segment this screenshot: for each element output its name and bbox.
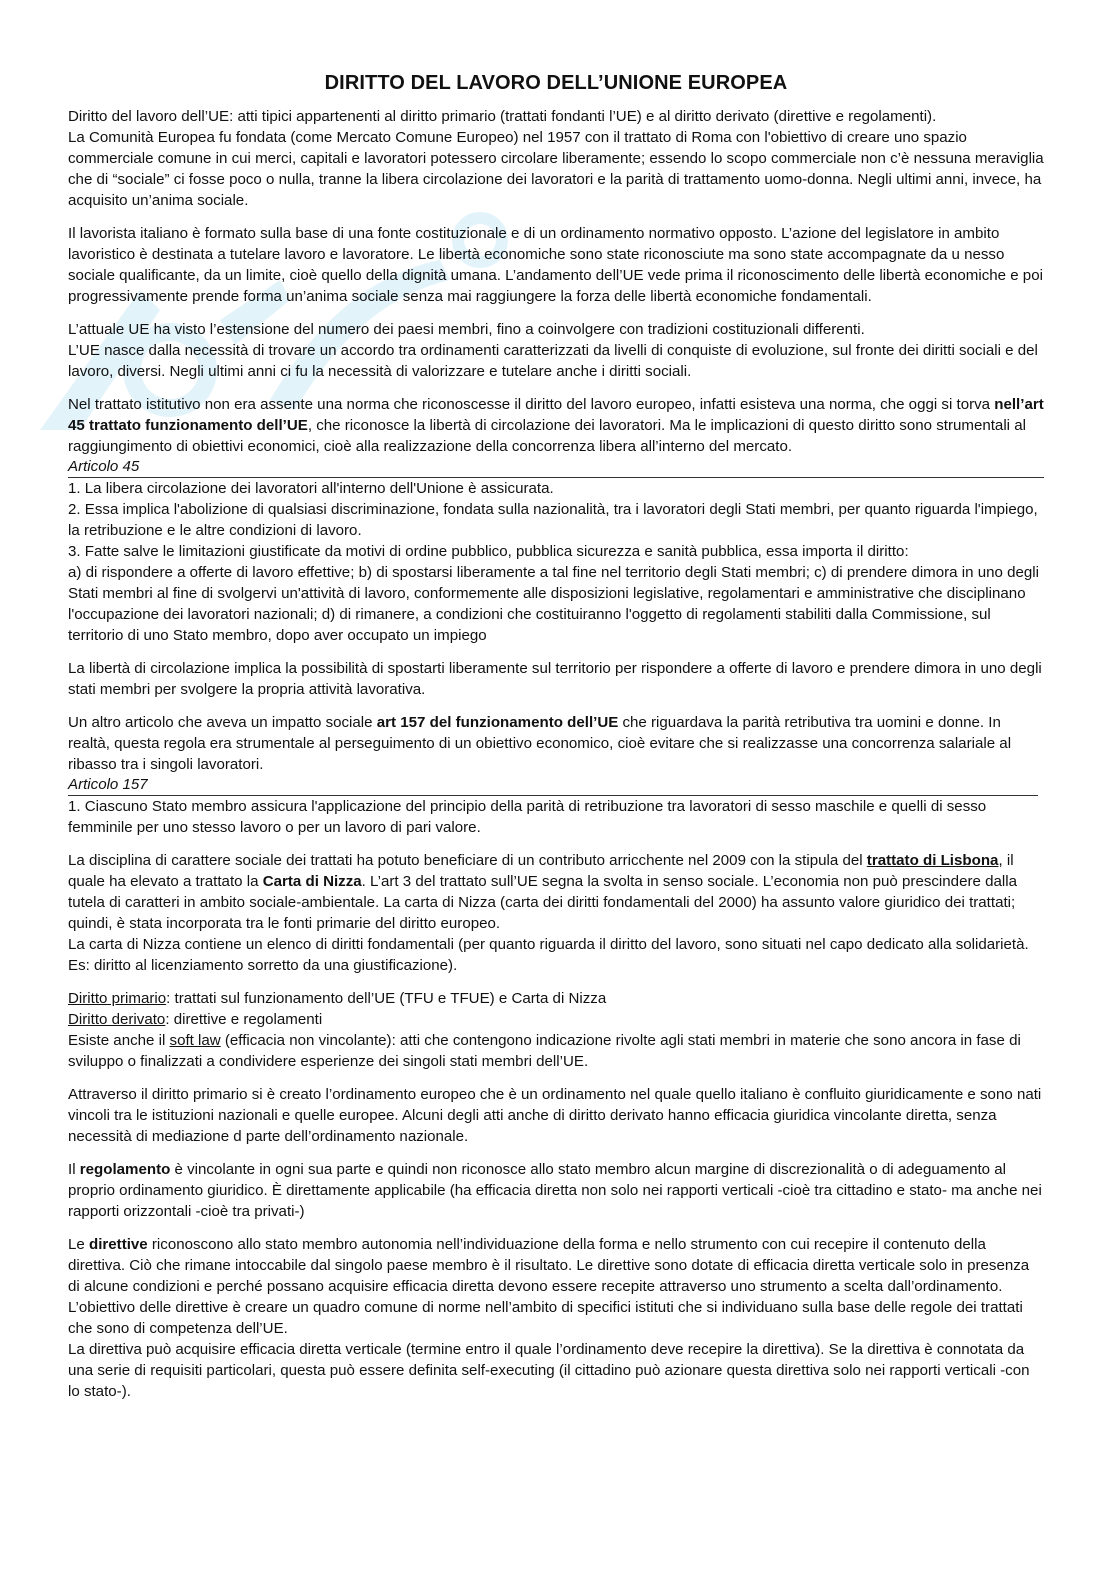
- article-45-item-2: 2. Essa implica l'abolizione di qualsiasi discriminazione, fondata sulla nazionalità, tra i lavoratori degli Stati membri, per quanto riguarda l'impiego, la retribuzione e le altre condizioni di lavoro.: [68, 501, 1038, 539]
- paragraph-7d: La carta di Nizza contiene un elenco di diritti fondamentali (per quanto riguarda il diritto del lavoro, sono situati nel capo dedicato alla solidarietà. Es: diritto al licenziamento sorretto da una giustificazione).: [68, 936, 1029, 974]
- article-45-item-4: a) di rispondere a offerte di lavoro effettive; b) di spostarsi liberamente a tal fine nel territorio degli Stati membri; c) di prendere dimora in uno degli Stati membri al fine di svolgervi un'attività di lavoro, conformemente alle disposizioni legislative, regolamentari e amministrative che disciplinano l'occupazione dei lavoratori nazionali; d) di rimanere, a condizioni che costituiranno l'oggetto di regolamenti stabiliti dalla Commissione, sul territorio di uno Stato membro, dopo aver occupato un impiego: [68, 564, 1039, 644]
- paragraph-5: La libertà di circolazione implica la possibilità di spostarti liberamente sul territorio per rispondere a offerte di lavoro e prendere dimora in uno degli stati membri per svolgere la propria attività lavorativa.: [68, 660, 1042, 698]
- diritto-primario-line: Diritto primario: trattati sul funzionamento dell’UE (TFU e TFUE) e Carta di Nizza: [68, 990, 607, 1007]
- paragraph-9: Attraverso il diritto primario si è creato l’ordinamento europeo che è un ordinamento nel quale quello italiano è confluito giuridicamente e sono nati vincoli tra le istituzioni nazionali e quelle europee. Alcuni degli atti anche di diritto derivato hanno efficacia giuridica vincolante diretta, senza necessità di mediazione d parte dell’ordinamento nazionale.: [68, 1086, 1042, 1145]
- article-157-heading: Articolo 157: [68, 775, 1038, 796]
- paragraph-11c: La direttiva può acquisire efficacia diretta verticale (termine entro il quale l’ordinamento deve recepire la direttiva). Se la direttiva è connotata da una serie di requisiti particolari, questa può essere definita self-executing (il cittadino può azionare questa direttiva solo nei rapporti verticali -con lo stato-).: [68, 1341, 1030, 1400]
- trattato-lisbona: trattato di Lisbona: [866, 852, 999, 869]
- paragraph-1b: La Comunità Europea fu fondata (come Mercato Comune Europeo) nel 1957 con il trattato di Roma con l'obiettivo di creare uno spazio commerciale comune in cui merci, capitali e lavoratori potessero circolare liberamente; essendo lo scopo commerciale non c’è nessuna meraviglia che di “sociale” ci fosse poco o nulla, tranne la libera circolazione dei lavoratori e la parità di trattamento uomo-donna. Negli ultimi anni, invece, ha acquisito un’anima sociale.: [68, 129, 1044, 209]
- soft-law-line: Esiste anche il soft law (efficacia non vincolante): atti che contengono indicazione rivolte agli stati membri in materie che sono ancora in fase di sviluppo o finalizzati a condividere esperienze dei singoli stati membri dell’UE.: [68, 1032, 1021, 1070]
- paragraph-3a: L’attuale UE ha visto l’estensione del numero dei paesi membri, fino a coinvolgere con tradizioni costituzionali differenti.: [68, 321, 865, 338]
- article-45-heading: Articolo 45: [68, 457, 1044, 478]
- article-45-item-3: 3. Fatte salve le limitazioni giustificate da motivi di ordine pubblico, pubblica sicurezza e sanità pubblica, essa importa il diritto:: [68, 543, 909, 560]
- article-45-item-1: 1. La libera circolazione dei lavoratori all'interno dell'Unione è assicurata.: [68, 480, 554, 497]
- article-157-item-1: 1. Ciascuno Stato membro assicura l'applicazione del principio della parità di retribuzione tra lavoratori di sesso maschile e quelli di sesso femminile per uno stesso lavoro o per un lavoro di pari valore.: [68, 798, 987, 836]
- paragraph-6: Un altro articolo che aveva un impatto sociale art 157 del funzionamento dell’UE che riguardava la parità retributiva tra uomini e donne. In realtà, questa regola era strumentale al perseguimento di un obiettivo economico, cioè evitare che si realizzasse una concorrenza salariale al ribasso tra i singoli lavoratori.: [68, 714, 1012, 773]
- diritto-derivato-line: Diritto derivato: direttive e regolamenti: [68, 1011, 323, 1028]
- direttive-term: direttive: [88, 1236, 148, 1253]
- art157-reference: art 157 del funzionamento dell’UE: [376, 714, 619, 731]
- regolamento-term: regolamento: [79, 1161, 171, 1178]
- paragraph-4: Nel trattato istitutivo non era assente una norma che riconoscesse il diritto del lavoro europeo, infatti esisteva una norma, che oggi si torva nell’art 45 trattato funzionamento dell’UE, che riconosce la libertà di circolazione dei lavoratori. Ma le implicazioni di questo diritto sono strumentali al raggiungimento di obiettivi economici, cioè alla realizzazione della concorrenza libera all’interno del mercato.: [68, 396, 1044, 455]
- art45-reference: nell’art 45 trattato funzionamento dell’UE: [68, 396, 1044, 434]
- document-page: [68, 64, 1044, 1414]
- page-title: DIRITTO DEL LAVORO DELL’UNIONE EUROPEA: [324, 72, 788, 94]
- paragraph-1a: Diritto del lavoro dell’UE: atti tipici appartenenti al diritto primario (trattati fondanti l’UE) e al diritto derivato (direttive e regolamenti).: [68, 108, 937, 125]
- paragraph-10: Il regolamento è vincolante in ogni sua parte e quindi non riconosce allo stato membro alcun margine di discrezionalità o di adeguamento al proprio ordinamento giuridico. È direttamente applicabile (ha efficacia diretta non solo nei rapporti verticali -cioè tra cittadino e stato- ma anche nei rapporti orizzontali -cioè tra privati-): [68, 1161, 1042, 1220]
- paragraph-7: La disciplina di carattere sociale dei trattati ha potuto beneficiare di un contributo arricchente nel 2009 con la stipula del trattato di Lisbona, il quale ha elevato a trattato la Carta di Nizza. L’art 3 del trattato sull’UE segna la svolta in senso sociale. L’economia non può prescindere dalla tutela di caratteri in ambito sociale-ambientale. La carta di Nizza (carta dei diritti fondamentali del 2000) ha assunto valore giuridico dei trattati; quindi, è stata incorporata tra le fonti primarie del diritto europeo.: [68, 852, 1017, 932]
- carta-nizza: Carta di Nizza: [262, 873, 362, 890]
- paragraph-3b: L’UE nasce dalla necessità di trovare un accordo tra ordinamenti caratterizzati da livelli di conquiste di evoluzione, sul fronte dei diritti sociali e del lavoro, diversi. Negli ultimi anni ci fu la necessità di valorizzare e tutelare anche i diritti sociali.: [68, 342, 1038, 380]
- paragraph-2: Il lavorista italiano è formato sulla base di una fonte costituzionale e di un ordinamento normativo opposto. L’azione del legislatore in ambito lavoristico è destinata a tutelare lavoro e lavoratore. Le libertà economiche sono state riconosciute ma sono state accompagnate da u nesso sociale qualificante, da un limite, cioè quello della dignità umana. L’andamento dell’UE vede prima il riconoscimento delle libertà economiche e poi progressivamente prende forma un’anima sociale senza mai raggiungere la forza delle libertà economiche fondamentali.: [68, 225, 1043, 305]
- paragraph-11: Le direttive riconoscono allo stato membro autonomia nell’individuazione della forma e nello strumento con cui recepire il contenuto della direttiva. Ciò che rimane intoccabile dal singolo paese membro è il risultato. Le direttive sono dotate di efficacia diretta verticale solo in presenza di alcune condizioni e perché possano acquisire efficacia diretta devono essere recepite attraverso uno strumento a scelta dall’ordinamento. L’obiettivo delle direttive è creare un quadro comune di norme nell’ambito di specifici istituti che si individuano sulla base delle regole dei trattati che sono di competenza dell’UE.: [68, 1236, 1030, 1337]
